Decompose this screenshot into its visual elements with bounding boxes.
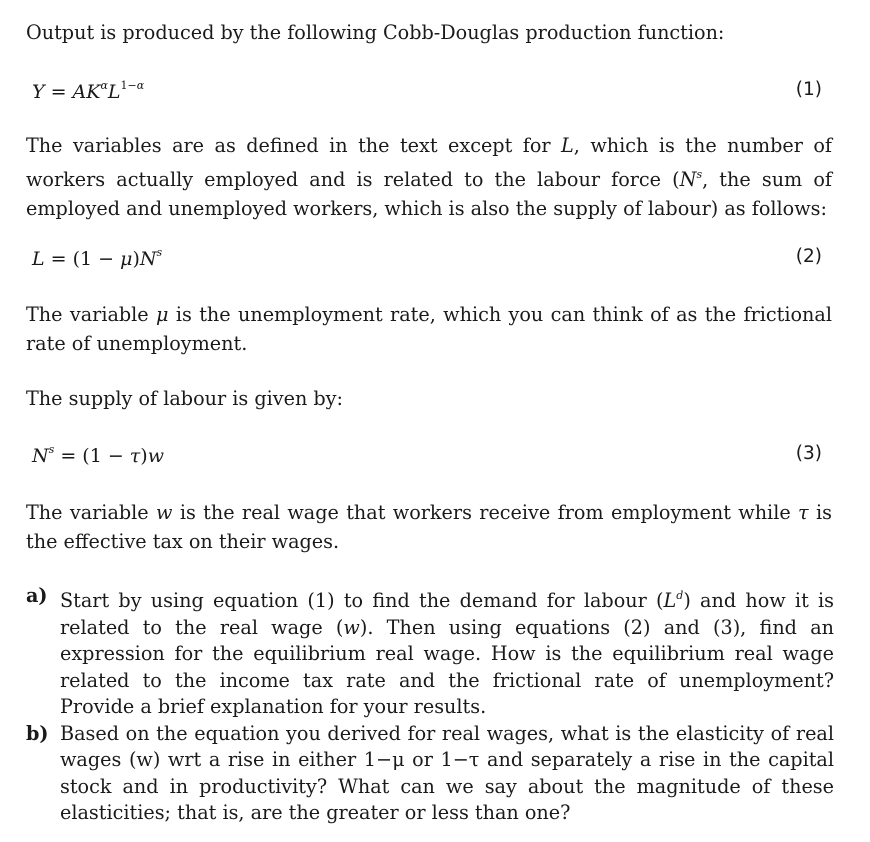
equation-3: $N^s = (1 - \tau)w$ bbox=[32, 443, 164, 467]
intro-paragraph: Output is produced by the following Cobb-Douglas production function: bbox=[26, 21, 725, 44]
wage-text-1: The variable bbox=[26, 501, 149, 524]
mu-paragraph bbox=[26, 300, 832, 358]
superscript-s: s bbox=[696, 168, 703, 181]
mu-text-2: is the unemployment rate, which you can think of as the frictional rate of unemployment. bbox=[26, 303, 832, 355]
question-a-var-w: w bbox=[343, 615, 360, 639]
equation-2-row bbox=[32, 246, 822, 276]
variable-w: w bbox=[156, 501, 173, 524]
equation-2-number: (2) bbox=[795, 246, 822, 267]
question-b-text-1: Based on the equation you derived for real wages, what is the elasticity of real wages (w) wrt a rise in either bbox=[60, 721, 834, 771]
question-list bbox=[26, 583, 834, 827]
wage-text-2: is the real wage that workers receive from employment while bbox=[179, 501, 791, 524]
variable-N: N bbox=[679, 168, 697, 191]
question-b-or: or bbox=[412, 748, 433, 771]
supply-paragraph: The supply of labour is given by: bbox=[26, 387, 343, 410]
equation-2: $L = (1 - \mu)N^s$ bbox=[32, 246, 163, 270]
equation-3-row bbox=[32, 443, 822, 473]
wage-text-3: is the effective tax on their wages. bbox=[26, 501, 833, 553]
question-a bbox=[26, 583, 834, 721]
question-a-text-3: ). Then using equations (2) and (3), find an expression for the equilibrium real wage. How is the equilibrium real wage related to the income tax rate and the frictional rate of unemployment? Provide a brief explanation for your results. bbox=[60, 615, 834, 718]
question-a-text-2: ) and how it is related to the real wage ( bbox=[60, 589, 834, 639]
equation-3-number: (3) bbox=[795, 443, 822, 464]
variables-paragraph bbox=[26, 131, 832, 223]
variable-L: L bbox=[561, 134, 574, 157]
superscript-d: d bbox=[676, 589, 684, 602]
variables-text-2: , which is the number of workers actually employed and is related to the labour force ( bbox=[26, 134, 832, 191]
variable-tau: τ bbox=[798, 501, 809, 524]
question-b bbox=[26, 721, 834, 827]
question-b-expr-mu: 1−μ bbox=[363, 748, 405, 771]
equation-1: $Y = AK^\alpha L^{1-\alpha}$ bbox=[32, 79, 145, 103]
question-b-label: b) bbox=[26, 721, 49, 745]
mu-text-1: The variable bbox=[26, 303, 149, 326]
equation-1-number: (1) bbox=[795, 79, 822, 100]
wage-paragraph bbox=[26, 498, 832, 556]
variables-text-3: , the sum of employed and unemployed workers, which is also the supply of labour) as follows: bbox=[26, 168, 833, 220]
question-a-var-L: L bbox=[663, 589, 677, 612]
equation-1-row bbox=[32, 79, 822, 109]
variables-text-1: The variables are as defined in the text except for bbox=[26, 134, 551, 157]
question-a-label: a) bbox=[26, 584, 48, 607]
question-b-text-2: and separately a rise in the capital stock and in productivity? What can we say about the magnitude of these elasticities; that is, are the greater or less than one? bbox=[60, 748, 835, 824]
question-b-expr-tau: 1−τ bbox=[440, 748, 480, 771]
variable-mu: μ bbox=[156, 303, 169, 326]
question-a-text-1: Start by using equation (1) to find the demand for labour ( bbox=[60, 589, 664, 612]
